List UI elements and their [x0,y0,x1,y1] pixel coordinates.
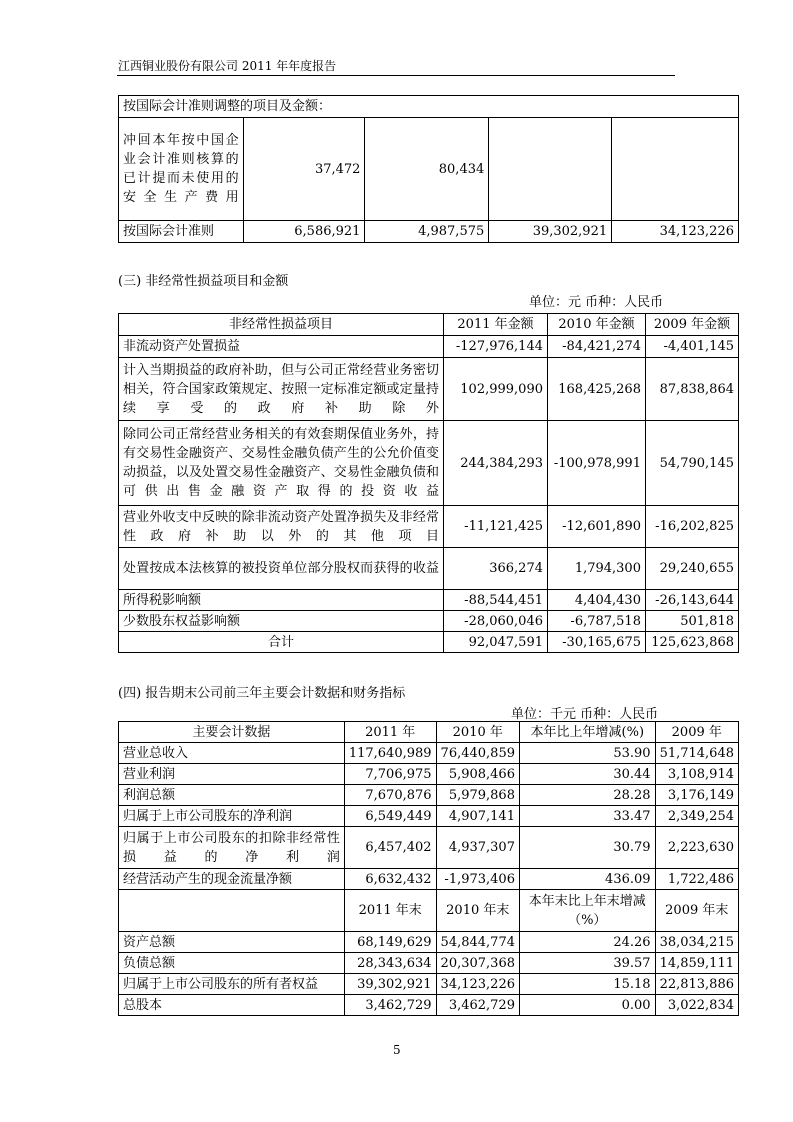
cell-value: 22,813,886 [655,974,738,995]
cell-value: -12,601,890 [548,506,646,548]
total-value: 92,047,591 [444,632,548,653]
total-value: -30,165,675 [548,632,646,653]
header-cell: 主要会计数据 [119,722,345,743]
cell-value: -84,421,274 [548,336,646,358]
cell-value: 4,987,575 [365,221,489,243]
cell-value: 4,907,141 [436,806,519,827]
row-label: 经营活动产生的现金流量净额 [119,869,345,890]
cell-value: 15.18 [519,974,655,995]
row-label: 归属于上市公司股东的扣除非经常性损益的净利润 [119,827,345,869]
cell-value [612,118,739,221]
cell-value: 244,384,293 [444,421,548,506]
header-cell: 非经常性损益项目 [119,314,444,336]
cell-value: 34,123,226 [612,221,739,243]
cell-value: 37,472 [243,118,365,221]
ifrs-adjustment-table [118,95,739,243]
header-cell: 2011 年末 [344,890,436,932]
cell-value: 28,343,634 [344,953,436,974]
cell-value: 102,999,090 [444,358,548,421]
cell-value: 7,706,975 [344,764,436,785]
cell-value: 68,149,629 [344,932,436,953]
cell-value: 3,108,914 [655,764,738,785]
header-cell: 2010 年末 [436,890,519,932]
non-recurring-items-table [118,313,739,653]
row-label: 总股本 [119,995,345,1016]
cell-value: 1,722,486 [655,869,738,890]
cell-value: 54,844,774 [436,932,519,953]
cell-value: 4,404,430 [548,590,646,611]
cell-value: 39,302,921 [489,221,612,243]
cell-value: 7,670,876 [344,785,436,806]
row-label: 负债总额 [119,953,345,974]
cell-value: -4,401,145 [645,336,738,358]
cell-value: 6,457,402 [344,827,436,869]
header-cell: 2009 年末 [655,890,738,932]
cell-value: 117,640,989 [344,743,436,764]
cell-value: 3,462,729 [344,995,436,1016]
row-label: 少数股东权益影响额 [119,611,444,632]
row-label: 非流动资产处置损益 [119,336,444,358]
header-cell: 2009 年 [655,722,738,743]
cell-value: 20,307,368 [436,953,519,974]
cell-value: 0.00 [519,995,655,1016]
cell-value: 38,034,215 [655,932,738,953]
cell-value: -26,143,644 [645,590,738,611]
ifrs-heading: 按国际会计准则调整的项目及金额： [119,96,739,118]
cell-value: 168,425,268 [548,358,646,421]
cell-value: 53.90 [519,743,655,764]
cell-value: 6,586,921 [243,221,365,243]
row-label: 营业外收支中反映的除非流动资产处置净损失及非经常性政府补助以外的其他项目 [119,506,444,548]
section3-title: (三) 非经常性损益项目和金额 [118,274,289,289]
cell-value: -6,787,518 [548,611,646,632]
cell-value: 366,274 [444,548,548,590]
cell-value: 501,818 [645,611,738,632]
row-label: 归属于上市公司股东的净利润 [119,806,345,827]
cell-value: 4,937,307 [436,827,519,869]
key-financials-table [118,721,739,1016]
header-cell: 本年比上年增减(%) [519,722,655,743]
row-label: 利润总额 [119,785,345,806]
cell-value: 1,794,300 [548,548,646,590]
cell-value: 30.79 [519,827,655,869]
section4-unit: 单位：千元 币种：人民币 [511,707,659,722]
cell-value: 3,176,149 [655,785,738,806]
row-label: 冲回本年按中国企业会计准则核算的已计提而未使用的安全生产费用 [119,118,244,221]
header-cell: 2011 年金额 [444,314,548,336]
cell-value: 5,979,868 [436,785,519,806]
cell-value: 2,223,630 [655,827,738,869]
cell-value: 2,349,254 [655,806,738,827]
total-label: 合计 [119,632,444,653]
row-label: 归属于上市公司股东的所有者权益 [119,974,345,995]
cell-value: 5,908,466 [436,764,519,785]
cell-value: 24.26 [519,932,655,953]
cell-value: 39,302,921 [344,974,436,995]
section3-unit: 单位：元 币种：人民币 [529,295,664,310]
cell-value: -28,060,046 [444,611,548,632]
cell-value: -11,121,425 [444,506,548,548]
cell-value: 80,434 [365,118,489,221]
page-number: 5 [393,1043,401,1057]
cell-value: 76,440,859 [436,743,519,764]
row-label: 处置按成本法核算的被投资单位部分股权而获得的收益 [119,548,444,590]
header-cell: 2010 年金额 [548,314,646,336]
cell-value: 6,632,432 [344,869,436,890]
section4-title: (四) 报告期末公司前三年主要会计数据和财务指标 [118,686,406,701]
cell-value: 87,838,864 [645,358,738,421]
row-label: 除同公司正常经营业务相关的有效套期保值业务外，持有交易性金融资产、交易性金融负债产生的公允价值变动损益，以及处置交易性金融资产、交易性金融负债和可供出售金融资产取得的投资收益 [119,421,444,506]
cell-value: 33.47 [519,806,655,827]
header-cell: 2010 年 [436,722,519,743]
cell-value: 29,240,655 [645,548,738,590]
cell-value: 14,859,111 [655,953,738,974]
cell-value: -16,202,825 [645,506,738,548]
row-label: 营业总收入 [119,743,345,764]
cell-value: 30.44 [519,764,655,785]
cell-value: -88,544,451 [444,590,548,611]
cell-value: 3,462,729 [436,995,519,1016]
row-label: 营业利润 [119,764,345,785]
row-label: 所得税影响额 [119,590,444,611]
header-cell: 2009 年金额 [645,314,738,336]
cell-value: -1,973,406 [436,869,519,890]
header-cell: 本年末比上年末增减（%） [519,890,655,932]
report-header: 江西铜业股份有限公司 2011 年年度报告 [118,59,337,73]
cell-value: 54,790,145 [645,421,738,506]
total-value: 125,623,868 [645,632,738,653]
cell-value: 39.57 [519,953,655,974]
cell-value: 51,714,648 [655,743,738,764]
row-label: 资产总额 [119,932,345,953]
cell-value: -127,976,144 [444,336,548,358]
header-cell: 2011 年 [344,722,436,743]
row-label: 计入当期损益的政府补助，但与公司正常经营业务密切相关，符合国家政策规定、按照一定标准定额或定量持续享受的政府补助除外 [119,358,444,421]
cell-value: 436.09 [519,869,655,890]
cell-value: 3,022,834 [655,995,738,1016]
cell-value: 34,123,226 [436,974,519,995]
cell-value: 6,549,449 [344,806,436,827]
header-cell-empty [119,890,345,932]
cell-value: 28.28 [519,785,655,806]
cell-value: -100,978,991 [548,421,646,506]
cell-value [489,118,612,221]
header-rule [117,75,675,76]
row-label: 按国际会计准则 [119,221,244,243]
